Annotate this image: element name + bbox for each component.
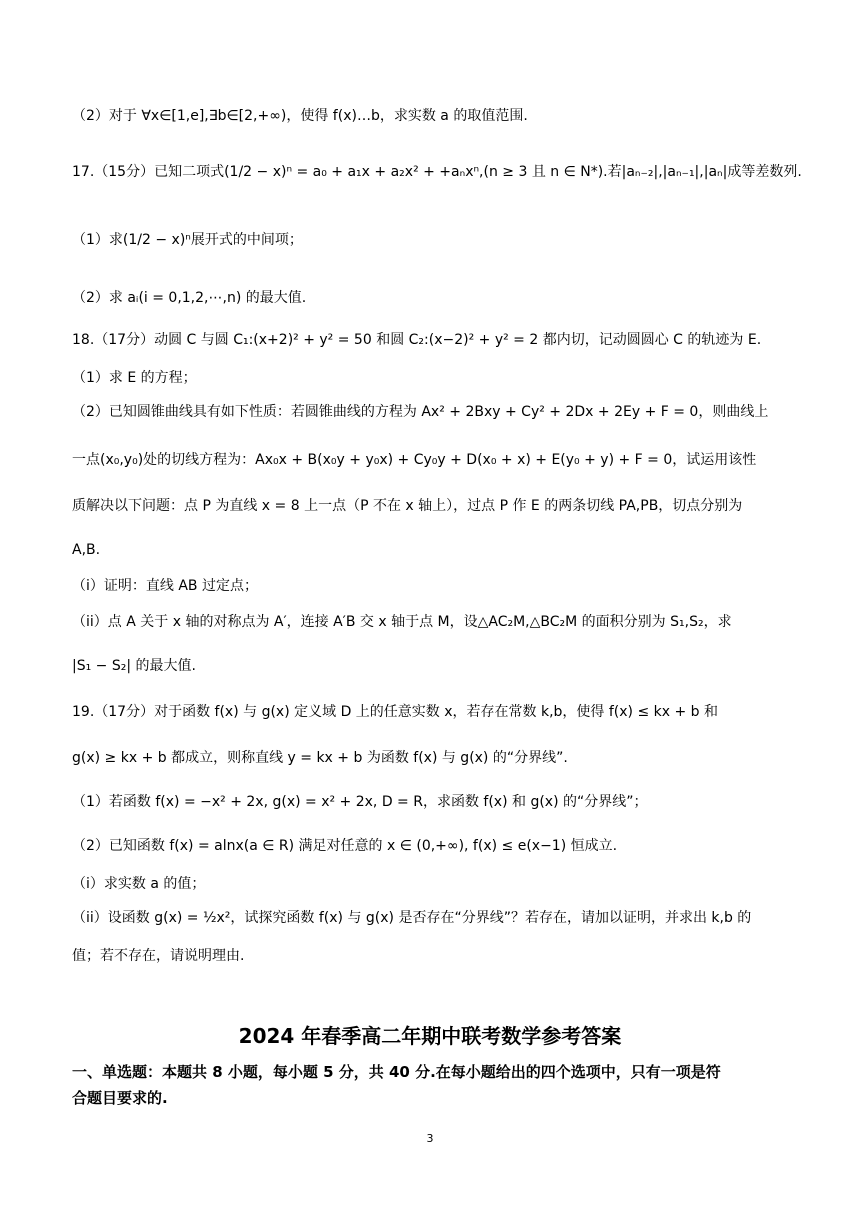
question-line: 值；若不存在，请说明理由. xyxy=(72,948,245,964)
question-line: （2）求 aᵢ(i = 0,1,2,⋯,n) 的最大值. xyxy=(72,290,307,306)
question-line: |S₁ − S₂| 的最大值. xyxy=(72,658,196,674)
question-line: （1）求(1/2 − x)ⁿ展开式的中间项； xyxy=(72,232,303,248)
question-line: 一点(x₀,y₀)处的切线方程为：Ax₀x + B(x₀y + y₀x) + Cy₀y + D(x₀ + x) + E(y₀ + y) + F = 0，试运用该性 xyxy=(72,452,757,468)
page-number: 3 xyxy=(426,1132,434,1145)
section-heading: 一、单选题：本题共 8 小题，每小题 5 分，共 40 分.在每小题给出的四个选项中，只有一项是符 xyxy=(72,1063,721,1081)
question-line: g(x) ≥ kx + b 都成立，则称直线 y = kx + b 为函数 f(x) 与 g(x) 的“分界线”. xyxy=(72,750,568,766)
section-heading: 合题目要求的. xyxy=(72,1089,168,1107)
question-line: 质解决以下问题：点 P 为直线 x = 8 上一点（P 不在 x 轴上），过点 P 作 E 的两条切线 PA,PB，切点分别为 xyxy=(72,498,743,514)
question-line: 19.（17分）对于函数 f(x) 与 g(x) 定义域 D 上的任意实数 x，若存在常数 k,b，使得 f(x) ≤ kx + b 和 xyxy=(72,704,719,720)
question-line: （1）求 E 的方程； xyxy=(72,370,197,386)
question-line: A,B. xyxy=(72,542,101,558)
question-line: （ii）设函数 g(x) = ½x²，试探究函数 f(x) 与 g(x) 是否存在“分界线”？若存在，请加以证明，并求出 k,b 的 xyxy=(72,910,752,926)
question-line: （2）已知圆锥曲线具有如下性质：若圆锥曲线的方程为 Ax² + 2Bxy + Cy² + 2Dx + 2Ey + F = 0，则曲线上 xyxy=(72,404,769,420)
question-line: （2）已知函数 f(x) = alnx(a ∈ R) 满足对任意的 x ∈ (0,+∞), f(x) ≤ e(x−1) 恒成立. xyxy=(72,838,618,854)
question-line: （1）若函数 f(x) = −x² + 2x, g(x) = x² + 2x, D = R，求函数 f(x) 和 g(x) 的“分界线”； xyxy=(72,794,648,810)
question-line: （i）证明：直线 AB 过定点； xyxy=(72,578,258,594)
question-line: （i）求实数 a 的值； xyxy=(72,876,206,892)
question-line: 18.（17分）动圆 C 与圆 C₁:(x+2)² + y² = 50 和圆 C₂:(x−2)² + y² = 2 都内切，记动圆圆心 C 的轨迹为 E. xyxy=(72,332,762,348)
question-line: （2）对于 ∀x∈[1,e],∃b∈[2,+∞)，使得 f(x)…b，求实数 a 的取值范围. xyxy=(72,108,528,124)
question-line: 17.（15分）已知二项式(1/2 − x)ⁿ = a₀ + a₁x + a₂x² + +aₙxⁿ,(n ≥ 3 且 n ∈ N*).若|aₙ₋₂|,|aₙ₋₁|,|aₙ|成等差数列. xyxy=(72,164,802,180)
question-line: （ii）点 A 关于 x 轴的对称点为 A′，连接 A′B 交 x 轴于点 M，设△AC₂M,△BC₂M 的面积分别为 S₁,S₂，求 xyxy=(72,614,732,630)
answer-title: 2024 年春季高二年期中联考数学参考答案 xyxy=(238,1024,622,1048)
